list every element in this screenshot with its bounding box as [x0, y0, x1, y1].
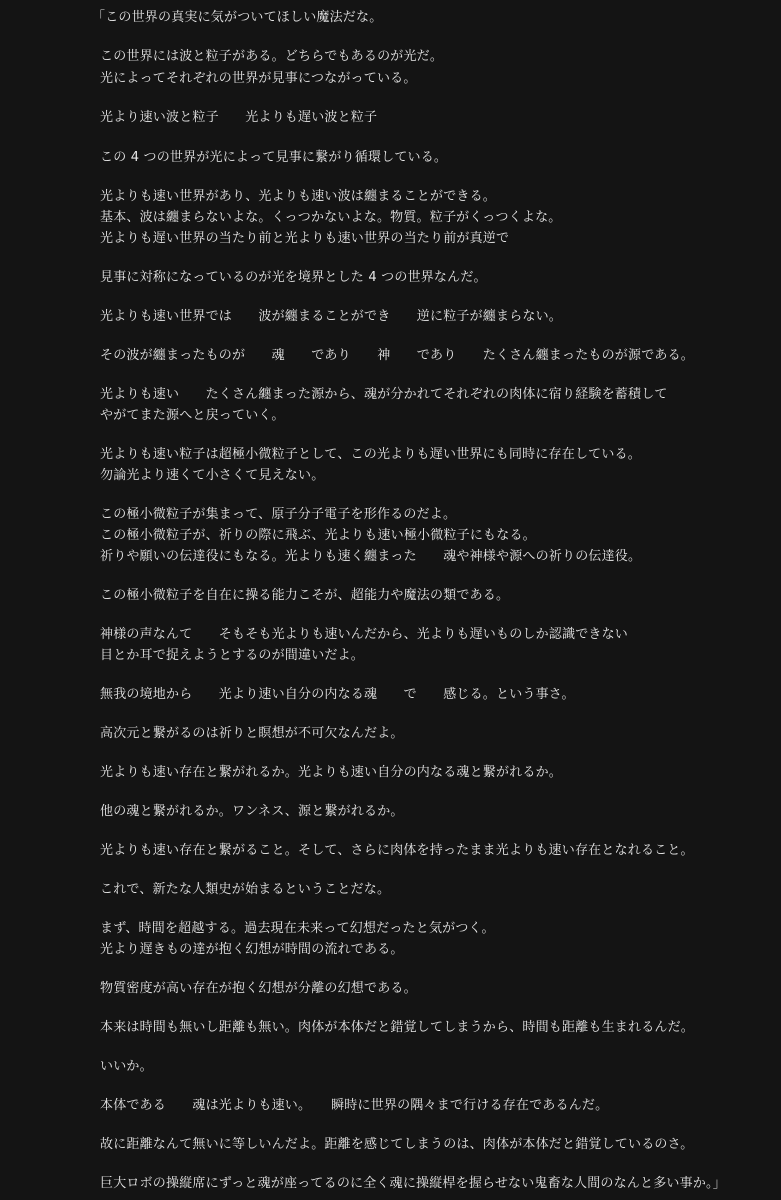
text-line: 「この世界の真実に気がついてほしい魔法だな。	[92, 10, 383, 25]
text-line: 光より速い波と粒子 光よりも遅い波と粒子	[100, 110, 378, 125]
text-line: 祈りや願いの伝達役にもなる。光よりも速く纏まった 魂や神様や源への祈りの伝達役。	[100, 549, 642, 564]
text-line: いいか。	[100, 1059, 153, 1074]
text-line: 巨大ロボの操縦席にずっと魂が座ってるのに全く魂に操縦桿を握らせない鬼畜な人間のなんと多い事か。」	[100, 1176, 726, 1191]
text-line: 故に距離なんて無いに等しいんだよ。距離を感じてしまうのは、肉体が本体だと錯覚しているのさ。	[100, 1137, 694, 1152]
text-line: 本体である 魂は光よりも速い。 瞬時に世界の隅々まで行ける存在であるんだ。	[100, 1098, 609, 1113]
text-line: その波が纏まったものが 魂 であり 神 であり たくさん纏まったものが源である。	[100, 348, 695, 363]
text-line: やがてまた源へと戻っていく。	[100, 408, 285, 423]
text-line: 高次元と繋がるのは祈りと瞑想が不可欠なんだよ。	[100, 726, 404, 741]
text-line: 他の魂と繋がれるか。ワンネス、源と繋がれるか。	[100, 804, 404, 819]
text-line: 光よりも速い世界では 波が纏まることができ 逆に粒子が纏まらない。	[100, 309, 563, 324]
text-line: 光よりも速い世界があり、光よりも速い波は纏まることができる。	[100, 189, 497, 204]
text-line: 本来は時間も無いし距離も無い。肉体が本体だと錯覚してしまうから、時間も距離も生まれるんだ。	[100, 1020, 695, 1035]
text-line: 勿論光より速くて小さくて見えない。	[100, 468, 325, 483]
text-line: 光よりも速い粒子は超極小微粒子として、この光よりも遅い世界にも同時に存在している。	[100, 447, 641, 462]
text-line: 光よりも速い存在と繋がること。そして、さらに肉体を持ったまま光よりも速い存在となれること。	[100, 843, 694, 858]
text-line: この世界には波と粒子がある。どちらでもあるのが光だ。	[100, 49, 444, 64]
text-line: この 4 つの世界が光によって見事に繋がり循環している。	[100, 150, 448, 165]
text-line: 見事に対称になっているのが光を境界とした 4 つの世界なんだ。	[100, 270, 487, 285]
text-line: 基本、波は纏まらないよな。くっつかないよな。物質。粒子がくっつくよな。	[100, 210, 562, 225]
text-line: 光よりも速い たくさん纏まった源から、魂が分かれてそれぞれの肉体に宿り経験を蓄積して	[100, 387, 668, 402]
text-line: 光によってそれぞれの世界が見事につながっている。	[100, 71, 417, 86]
text-line: まず、時間を超越する。過去現在未来って幻想だったと気がつく。	[100, 921, 495, 936]
text-line: 目とか耳で捉えようとするのが間違いだよ。	[100, 648, 365, 663]
text-line: 無我の境地から 光より速い自分の内なる魂 で 感じる。という事さ。	[100, 687, 575, 702]
text-line: この極小微粒子が集まって、原子分子電子を形作るのだよ。	[100, 507, 457, 522]
text-line: この極小微粒子が、祈りの際に飛ぶ、光よりも速い極小微粒子にもなる。	[100, 528, 536, 543]
text-line: 物質密度が高い存在が抱く幻想が分離の幻想である。	[100, 981, 417, 996]
text-line: 光より遅きもの達が抱く幻想が時間の流れである。	[100, 942, 404, 957]
text-line: 光よりも遅い世界の当たり前と光よりも速い世界の当たり前が真逆で	[100, 231, 510, 246]
text-line: 光よりも速い存在と繋がれるか。光よりも速い自分の内なる魂と繋がれるか。	[100, 765, 563, 780]
text-line: この極小微粒子を自在に操る能力こそが、超能力や魔法の類である。	[100, 588, 510, 603]
text-line: 神様の声なんて そもそも光よりも速いんだから、光よりも遅いものしか認識できない	[100, 627, 629, 642]
text-line: これで、新たな人類史が始まるということだな。	[100, 882, 391, 897]
